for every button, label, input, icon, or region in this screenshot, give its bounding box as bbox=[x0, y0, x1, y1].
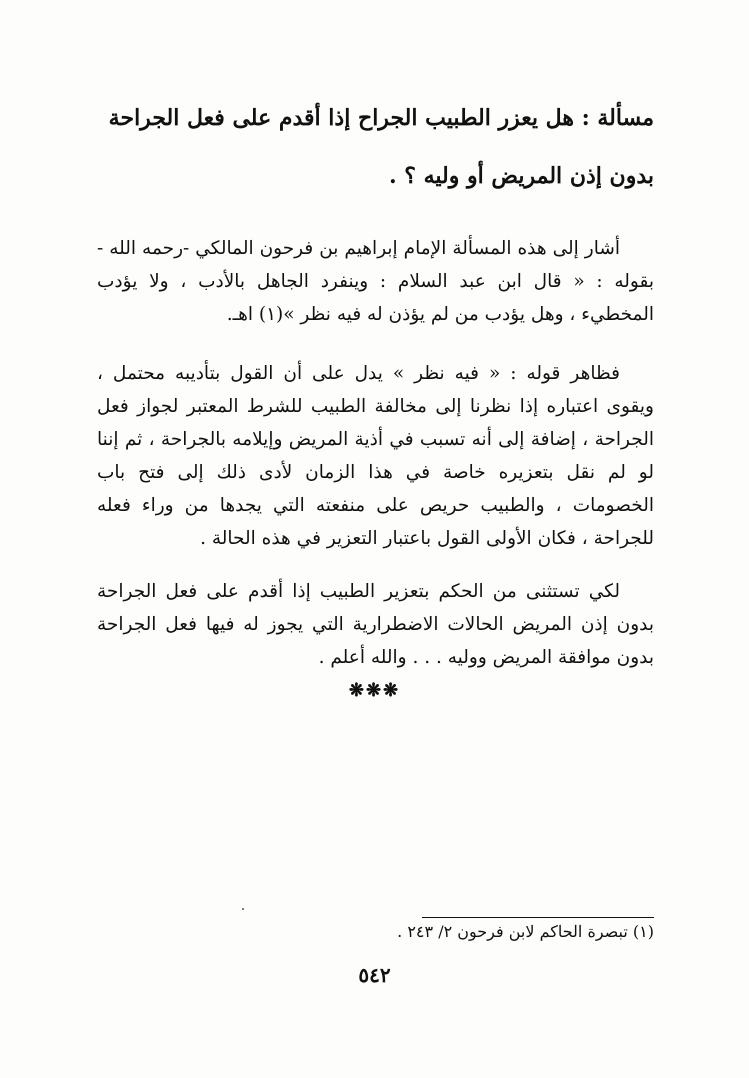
footnote-rule bbox=[422, 917, 654, 918]
page-number: ٥٤٢ bbox=[358, 963, 391, 987]
paragraph-2: فظاهر قوله : « فيه نظر » يدل على أن القول بتأديبه محتمل ، ويقوى اعتباره إذا نظرنا إلى مخالفة الطبيب للشرط المعتبر لجواز فعل الجراحة ، إضافة إلى أنه تسبب في أذية المريض وإيلامه بالجراحة ، ثم إننا لو لم نقل بتعزيره خاصة في هذا الزمان لأدى ذلك إلى فتح باب الخصومات ، والطبيب حريص على منفعته التي يجدها من وراء فعله للجراحة ، فكان الأولى القول باعتبار التعزير في هذه الحالة . bbox=[97, 362, 654, 549]
paragraph-3: لكي تستثنى من الحكم بتعزير الطبيب إذا أقدم على فعل الجراحة بدون إذن المريض الحالات الاضطرارية التي يجوز له فيها فعل الجراحة بدون موافقة المريض ووليه . . . والله أعلم . bbox=[97, 580, 654, 668]
heading-line-2: بدون إذن المريض أو وليه ؟ . bbox=[388, 163, 654, 189]
section-separator: ❋❋❋ bbox=[348, 680, 401, 701]
footnote: (١) تبصرة الحاكم لابن فرحون ٢/ ٢٤٣ . bbox=[397, 922, 654, 941]
print-speck bbox=[242, 908, 244, 910]
paragraph-1: أشار إلى هذه المسألة الإمام إبراهيم بن فرحون المالكي -رحمه الله - بقوله : « قال ابن عبد السلام : وينفرد الجاهل بالأدب ، ولا يؤدب المخطيء ، وهل يؤدب من لم يؤذن له فيه نظر »(١) اهـ. bbox=[97, 237, 654, 325]
heading-line-1: مسألة : هل يعزر الطبيب الجراح إذا أقدم على فعل الجراحة bbox=[108, 105, 654, 131]
